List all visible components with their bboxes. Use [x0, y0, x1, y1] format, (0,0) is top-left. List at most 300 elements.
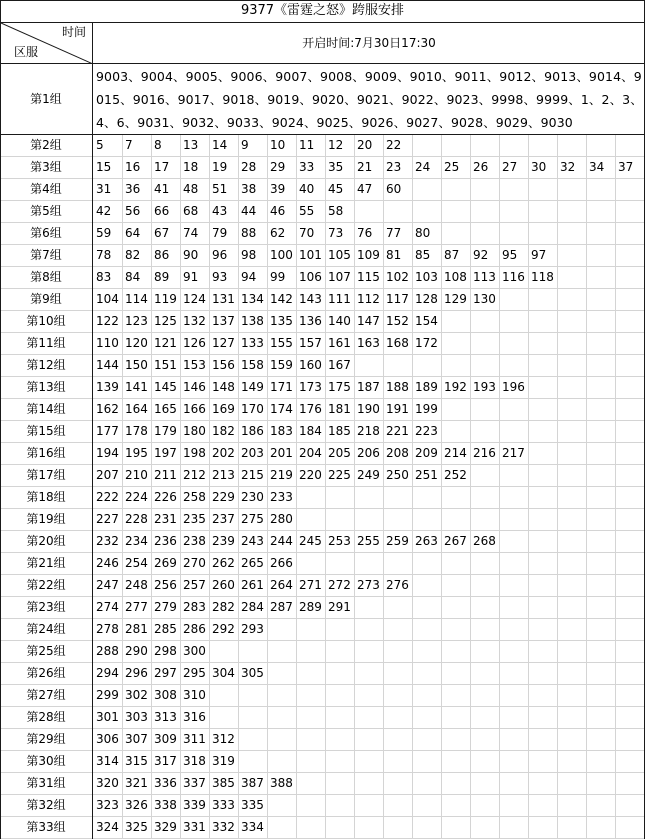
server-cell: 257: [183, 578, 206, 592]
server-cell: 235: [183, 512, 206, 526]
server-cell: 308: [154, 688, 177, 702]
server-cell: 287: [270, 600, 293, 614]
server-cell: 216: [473, 446, 496, 460]
server-cell: 324: [96, 820, 119, 834]
border-line: [0, 0, 645, 1]
server-cell: 29: [270, 160, 286, 174]
grid-line-vertical: [499, 134, 500, 839]
server-cell: 178: [125, 424, 148, 438]
server-cell: 76: [357, 226, 373, 240]
server-cell: 172: [415, 336, 438, 350]
server-cell: 82: [125, 248, 141, 262]
server-cell: 195: [125, 446, 148, 460]
server-cell: 142: [270, 292, 293, 306]
server-cell: 37: [618, 160, 634, 174]
server-cell: 284: [241, 600, 264, 614]
server-cell: 77: [386, 226, 402, 240]
server-cell: 319: [212, 754, 235, 768]
server-cell: 267: [444, 534, 467, 548]
server-cell: 95: [502, 248, 518, 262]
server-cell: 41: [154, 182, 170, 196]
open-time-label: 开启时间:7月30日17:30: [302, 36, 436, 50]
server-cell: 165: [154, 402, 177, 416]
server-cell: 113: [473, 270, 496, 284]
server-cell: 191: [386, 402, 409, 416]
server-cell: 93: [212, 270, 228, 284]
server-cell: 25: [444, 160, 460, 174]
server-cell: 326: [125, 798, 148, 812]
server-cell: 245: [299, 534, 322, 548]
group-label: 第29组: [26, 732, 66, 746]
server-cell: 134: [241, 292, 264, 306]
server-cell: 239: [212, 534, 235, 548]
server-cell: 158: [241, 358, 264, 372]
server-cell: 30: [531, 160, 547, 174]
server-cell: 97: [531, 248, 547, 262]
server-cell: 294: [96, 666, 119, 680]
server-cell: 148: [212, 380, 235, 394]
server-cell: 162: [96, 402, 119, 416]
server-cell: 98: [241, 248, 257, 262]
server-cell: 31: [96, 182, 112, 196]
server-cell: 332: [212, 820, 235, 834]
server-cell: 234: [125, 534, 148, 548]
group-label: 第10组: [26, 314, 66, 328]
server-cell: 86: [154, 248, 170, 262]
server-cell: 337: [183, 776, 206, 790]
server-cell: 42: [96, 204, 112, 218]
group-label: 第18组: [26, 490, 66, 504]
server-cell: 286: [183, 622, 206, 636]
server-cell: 269: [154, 556, 177, 570]
server-cell: 214: [444, 446, 467, 460]
server-cell: 250: [386, 468, 409, 482]
server-cell: 252: [444, 468, 467, 482]
server-cell: 138: [241, 314, 264, 328]
server-cell: 316: [183, 710, 206, 724]
server-cell: 55: [299, 204, 315, 218]
group-label: 第24组: [26, 622, 66, 636]
server-cell: 202: [212, 446, 235, 460]
group-label: 第1组: [30, 92, 62, 106]
server-cell: 313: [154, 710, 177, 724]
server-cell: 100: [270, 248, 293, 262]
server-cell: 173: [299, 380, 322, 394]
server-cell: 17: [154, 160, 170, 174]
server-cell: 256: [154, 578, 177, 592]
server-cell: 180: [183, 424, 206, 438]
server-cell: 338: [154, 798, 177, 812]
server-cell: 185: [328, 424, 351, 438]
server-cell: 229: [212, 490, 235, 504]
server-cell: 194: [96, 446, 119, 460]
server-cell: 118: [531, 270, 554, 284]
server-cell: 68: [183, 204, 199, 218]
server-cell: 21: [357, 160, 373, 174]
grid-line-vertical: [209, 134, 210, 839]
group-label: 第7组: [30, 248, 62, 262]
server-cell: 212: [183, 468, 206, 482]
server-cell: 170: [241, 402, 264, 416]
server-cell: 56: [125, 204, 141, 218]
server-cell: 232: [96, 534, 119, 548]
grid-line-vertical: [383, 134, 384, 839]
server-cell: 169: [212, 402, 235, 416]
server-cell: 288: [96, 644, 119, 658]
server-cell: 190: [357, 402, 380, 416]
server-cell: 144: [96, 358, 119, 372]
server-cell: 311: [183, 732, 206, 746]
server-cell: 43: [212, 204, 228, 218]
server-cell: 279: [154, 600, 177, 614]
server-cell: 119: [154, 292, 177, 306]
server-cell: 35: [328, 160, 344, 174]
group-label: 第11组: [26, 336, 66, 350]
server-cell: 197: [154, 446, 177, 460]
server-cell: 70: [299, 226, 315, 240]
server-cell: 89: [154, 270, 170, 284]
server-cell: 85: [415, 248, 431, 262]
server-cell: 19: [212, 160, 228, 174]
server-cell: 88: [241, 226, 257, 240]
server-cell: 306: [96, 732, 119, 746]
server-cell: 243: [241, 534, 264, 548]
server-cell: 233: [270, 490, 293, 504]
server-cell: 208: [386, 446, 409, 460]
server-cell: 102: [386, 270, 409, 284]
grid-line-vertical: [238, 134, 239, 839]
grid-line-vertical: [441, 134, 442, 839]
group-label: 第6组: [30, 226, 62, 240]
group-label: 第22组: [26, 578, 66, 592]
group-label: 第33组: [26, 820, 66, 834]
server-cell: 209: [415, 446, 438, 460]
server-cell: 334: [241, 820, 264, 834]
grid-line-vertical: [470, 134, 471, 839]
server-cell: 249: [357, 468, 380, 482]
server-cell: 141: [125, 380, 148, 394]
group-label: 第12组: [26, 358, 66, 372]
server-cell: 147: [357, 314, 380, 328]
server-cell: 186: [241, 424, 264, 438]
server-cell: 48: [183, 182, 199, 196]
server-cell: 201: [270, 446, 293, 460]
server-cell: 315: [125, 754, 148, 768]
group-label: 第28组: [26, 710, 66, 724]
server-cell: 222: [96, 490, 119, 504]
server-cell: 66: [154, 204, 170, 218]
group-label: 第20组: [26, 534, 66, 548]
server-cell: 90: [183, 248, 199, 262]
grid-line-vertical: [180, 134, 181, 839]
server-cell: 124: [183, 292, 206, 306]
server-cell: 299: [96, 688, 119, 702]
server-cell: 262: [212, 556, 235, 570]
group-label: 第15组: [26, 424, 66, 438]
server-cell: 203: [241, 446, 264, 460]
server-cell: 198: [183, 446, 206, 460]
server-cell: 246: [96, 556, 119, 570]
server-cell: 220: [299, 468, 322, 482]
server-cell: 264: [270, 578, 293, 592]
server-cell: 18: [183, 160, 199, 174]
server-cell: 177: [96, 424, 119, 438]
server-cell: 20: [357, 138, 373, 152]
server-cell: 87: [444, 248, 460, 262]
server-cell: 92: [473, 248, 489, 262]
group-label: 第8组: [30, 270, 62, 284]
server-cell: 188: [386, 380, 409, 394]
server-cell: 312: [212, 732, 235, 746]
server-cell: 301: [96, 710, 119, 724]
group-label: 第4组: [30, 182, 62, 196]
server-cell: 211: [154, 468, 177, 482]
group-label: 第9组: [30, 292, 62, 306]
server-cell: 136: [299, 314, 322, 328]
server-cell: 7: [125, 138, 133, 152]
server-cell: 164: [125, 402, 148, 416]
server-cell: 302: [125, 688, 148, 702]
group-label: 第23组: [26, 600, 66, 614]
server-cell: 109: [357, 248, 380, 262]
server-cell: 205: [328, 446, 351, 460]
grid-line-vertical: [354, 134, 355, 839]
server-cell: 5: [96, 138, 104, 152]
server-cell: 280: [270, 512, 293, 526]
server-cell: 290: [125, 644, 148, 658]
server-cell: 133: [241, 336, 264, 350]
server-cell: 293: [241, 622, 264, 636]
server-cell: 111: [328, 292, 351, 306]
server-cell: 157: [299, 336, 322, 350]
grid-line-vertical: [122, 134, 123, 839]
server-cell: 99: [270, 270, 286, 284]
server-cell: 34: [589, 160, 605, 174]
server-cell: 36: [125, 182, 141, 196]
server-cell: 103: [415, 270, 438, 284]
server-cell: 223: [415, 424, 438, 438]
group-label: 第32组: [26, 798, 66, 812]
server-cell: 139: [96, 380, 119, 394]
server-cell: 273: [357, 578, 380, 592]
server-cell: 163: [357, 336, 380, 350]
server-cell: 317: [154, 754, 177, 768]
server-cell: 145: [154, 380, 177, 394]
server-cell: 230: [241, 490, 264, 504]
server-cell: 259: [386, 534, 409, 548]
server-cell: 281: [125, 622, 148, 636]
grid-line-vertical: [267, 134, 268, 839]
server-cell: 135: [270, 314, 293, 328]
server-cell: 282: [212, 600, 235, 614]
server-cell: 27: [502, 160, 518, 174]
server-cell: 127: [212, 336, 235, 350]
server-cell: 215: [241, 468, 264, 482]
server-cell: 123: [125, 314, 148, 328]
server-cell: 117: [386, 292, 409, 306]
server-cell: 295: [183, 666, 206, 680]
server-cell: 153: [183, 358, 206, 372]
server-cell: 112: [357, 292, 380, 306]
server-cell: 130: [473, 292, 496, 306]
group-label: 第21组: [26, 556, 66, 570]
server-cell: 307: [125, 732, 148, 746]
server-cell: 265: [241, 556, 264, 570]
server-cell: 297: [154, 666, 177, 680]
server-cell: 174: [270, 402, 293, 416]
server-cell: 237: [212, 512, 235, 526]
server-cell: 304: [212, 666, 235, 680]
server-cell: 149: [241, 380, 264, 394]
server-cell: 187: [357, 380, 380, 394]
server-cell: 47: [357, 182, 373, 196]
server-cell: 16: [125, 160, 141, 174]
server-cell: 189: [415, 380, 438, 394]
grid-line-vertical: [615, 134, 616, 839]
server-cell: 277: [125, 600, 148, 614]
server-cell: 224: [125, 490, 148, 504]
group-label: 第13组: [26, 380, 66, 394]
server-cell: 15: [96, 160, 112, 174]
server-cell: 271: [299, 578, 322, 592]
server-cell: 67: [154, 226, 170, 240]
server-cell: 104: [96, 292, 119, 306]
server-cell: 227: [96, 512, 119, 526]
server-cell: 254: [125, 556, 148, 570]
server-cell: 244: [270, 534, 293, 548]
server-cell: 175: [328, 380, 351, 394]
server-cell: 10: [270, 138, 286, 152]
server-cell: 236: [154, 534, 177, 548]
server-cell: 226: [154, 490, 177, 504]
sheet-title: 9377《雷霆之怒》跨服安排: [240, 3, 405, 18]
server-cell: 159: [270, 358, 293, 372]
server-cell: 44: [241, 204, 257, 218]
server-cell: 310: [183, 688, 206, 702]
server-cell: 167: [328, 358, 351, 372]
group-1-server-list: 9003、9004、9005、9006、9007、9008、9009、9010、9011、9012、9013、9014、9015、9016、9017、9018、9019、9020、9021、9022、9023、9998、9999、1、2、3、4、6、9031、9032、9033、9024、9025、9026、9027、9028、9029、9030: [96, 69, 643, 130]
server-cell: 298: [154, 644, 177, 658]
server-cell: 210: [125, 468, 148, 482]
server-cell: 83: [96, 270, 112, 284]
server-cell: 8: [154, 138, 162, 152]
server-cell: 23: [386, 160, 402, 174]
group-label: 第27组: [26, 688, 66, 702]
server-cell: 154: [415, 314, 438, 328]
server-cell: 110: [96, 336, 119, 350]
server-cell: 300: [183, 644, 206, 658]
server-cell: 22: [386, 138, 402, 152]
server-cell: 24: [415, 160, 431, 174]
group-label: 第2组: [30, 138, 62, 152]
server-cell: 339: [183, 798, 206, 812]
server-cell: 107: [328, 270, 351, 284]
server-cell: 263: [415, 534, 438, 548]
server-cell: 166: [183, 402, 206, 416]
grid-line-vertical: [296, 134, 297, 839]
server-cell: 179: [154, 424, 177, 438]
server-cell: 125: [154, 314, 177, 328]
server-cell: 276: [386, 578, 409, 592]
server-cell: 81: [386, 248, 402, 262]
server-cell: 219: [270, 468, 293, 482]
server-cell: 289: [299, 600, 322, 614]
server-cell: 385: [212, 776, 235, 790]
server-cell: 79: [212, 226, 228, 240]
server-cell: 51: [212, 182, 228, 196]
server-cell: 116: [502, 270, 525, 284]
server-cell: 272: [328, 578, 351, 592]
border-line: [0, 22, 645, 23]
grid-line-vertical: [412, 134, 413, 839]
grid-line-vertical: [557, 134, 558, 839]
server-cell: 26: [473, 160, 489, 174]
server-cell: 253: [328, 534, 351, 548]
group-label: 第14组: [26, 402, 66, 416]
server-cell: 176: [299, 402, 322, 416]
server-cell: 204: [299, 446, 322, 460]
server-cell: 333: [212, 798, 235, 812]
server-cell: 283: [183, 600, 206, 614]
server-cell: 270: [183, 556, 206, 570]
server-cell: 182: [212, 424, 235, 438]
server-cell: 309: [154, 732, 177, 746]
grid-line-vertical: [325, 134, 326, 839]
server-cell: 122: [96, 314, 119, 328]
server-cell: 38: [241, 182, 257, 196]
server-cell: 126: [183, 336, 206, 350]
server-cell: 206: [357, 446, 380, 460]
group-label: 第26组: [26, 666, 66, 680]
server-cell: 296: [125, 666, 148, 680]
server-cell: 171: [270, 380, 293, 394]
server-cell: 64: [125, 226, 141, 240]
server-cell: 336: [154, 776, 177, 790]
server-cell: 106: [299, 270, 322, 284]
server-cell: 39: [270, 182, 286, 196]
header-corner-region: 区服: [14, 45, 39, 59]
server-cell: 248: [125, 578, 148, 592]
server-cell: 255: [357, 534, 380, 548]
server-cell: 73: [328, 226, 344, 240]
server-cell: 131: [212, 292, 235, 306]
server-cell: 260: [212, 578, 235, 592]
server-cell: 120: [125, 336, 148, 350]
server-cell: 305: [241, 666, 264, 680]
server-cell: 207: [96, 468, 119, 482]
server-cell: 192: [444, 380, 467, 394]
server-cell: 292: [212, 622, 235, 636]
server-cell: 228: [125, 512, 148, 526]
server-cell: 213: [212, 468, 235, 482]
server-cell: 225: [328, 468, 351, 482]
server-cell: 161: [328, 336, 351, 350]
server-cell: 218: [357, 424, 380, 438]
border-line: [0, 63, 645, 64]
server-cell: 221: [386, 424, 409, 438]
server-cell: 96: [212, 248, 228, 262]
server-cell: 318: [183, 754, 206, 768]
server-cell: 45: [328, 182, 344, 196]
server-cell: 193: [473, 380, 496, 394]
server-cell: 128: [415, 292, 438, 306]
server-cell: 258: [183, 490, 206, 504]
server-cell: 80: [415, 226, 431, 240]
group-label: 第3组: [30, 160, 62, 174]
server-cell: 181: [328, 402, 351, 416]
server-cell: 274: [96, 600, 119, 614]
header-corner-time: 时间: [62, 25, 87, 39]
